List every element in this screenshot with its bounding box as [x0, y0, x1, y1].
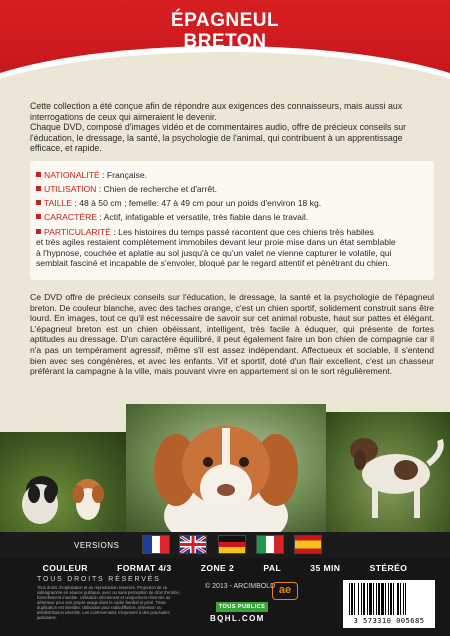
tech-specs-row: [0, 561, 450, 575]
spec-value-line: à l'hypnose, couchée et aplatie au sol jusqu'à ce qu'un valet ne vienne capturer le volatile, qui: [36, 247, 392, 258]
puppy-illustration: [126, 404, 326, 532]
spec-caractere: [36, 212, 308, 222]
spec-label: TAILLE: [44, 198, 73, 208]
italy-flag-icon: [256, 535, 284, 554]
spec-label: PARTICULARITÉ: [44, 227, 112, 237]
audience-rating-badge: TOUS PUBLICS: [216, 602, 268, 612]
spec-format: FORMAT 4/3: [117, 563, 172, 573]
spec-value-line: et très agiles restaient complètement immobiles devant leur proie mise dans un état semblable: [36, 237, 396, 248]
description-text: Ce DVD offre de précieux conseils sur l'éducation, le dressage, la santé et la psychologie de l'épagneul breton. De couleur blanche, avec des taches orange, c'est un chien sportif, solidement construit sans être lourd. En images, tout ce qu'il est nécessaire de savoir sur cet animal robuste, haut sur pattes et élégant. L'épagneul breton est un chien obéissant, intelligent, très facile à éduquer, qui présente de fortes aptitudes au dressage. D'un caractère équilibré, il peut également faire un bon chien de compagnie car il n'a pas un tempérament agressif, même s'il est assez indépendant. Affectueux et sociable, il s'entend bien avec ses congénères, et avec les enfants. Vif et sportif, doté d'un flair excellent, c'est un chasseur préférant la campagne à la ville, mais pouvant vivre en appartement si on le sort régulièrement.: [30, 292, 434, 377]
uk-flag-icon: [179, 535, 207, 554]
intro-paragraph-1: Cette collection a été conçue afin de répondre aux exigences des connaisseurs, mais aussi aux interrogations de ceux qui aimeraient le devenir.: [30, 101, 403, 122]
rights-title: TOUS DROITS RÉSERVÉS: [37, 576, 161, 583]
bullet-icon: [36, 186, 41, 191]
germany-flag-svg: [219, 536, 245, 553]
title-line-1: ÉPAGNEUL: [170, 10, 280, 31]
spec-label: UTILISATION: [44, 184, 97, 194]
spec-value: : Les histoires du temps passé racontent que ces chiens très habiles: [111, 227, 374, 237]
barcode-bars: [349, 583, 429, 615]
spec-audio: STÉRÉO: [369, 563, 408, 573]
france-flag-icon: [142, 535, 170, 554]
photo-dogs-left: [0, 432, 126, 532]
spec-label: NATIONALITÉ: [44, 170, 100, 180]
france-flag-svg: [143, 536, 169, 553]
page-title: [0, 10, 450, 52]
spec-value: : Chien de recherche et d'arrêt.: [96, 184, 217, 194]
bullet-icon: [36, 229, 41, 234]
spec-taille: [36, 198, 321, 208]
spec-value: : Actif, infatigable et versatile, très fiable dans le travail.: [97, 212, 309, 222]
photo-dog-right: [326, 412, 450, 532]
spec-zone: ZONE 2: [200, 563, 235, 573]
bullet-icon: [36, 200, 41, 205]
spec-value-line: semblait fasciné et incapable de s'envoler, bloqué par le regard attentif et pénétrant du chien.: [36, 258, 390, 269]
spec-utilisation: [36, 184, 217, 194]
spain-flag-icon: [294, 535, 322, 554]
spec-duration: 35 MIN: [310, 563, 341, 573]
spec-value: : Française.: [99, 170, 148, 180]
italy-flag-svg: [257, 536, 283, 553]
rights-legal-text: Tous droits d'exploitation et de reproduction réservés. Projection de ce vidéogramme en séance publique, avec ou sans perception de droit d'entrée, formellement interdite. Utilisation strictement et uniquement réservée au détenteur pour son propre usage dans le cadre familial et privé. Toute duplication est interdite. Utilisation pour radiodiffusion, télévision ou télédistribution interdite. Les contrevenants s'exposent à des poursuites judiciaires.: [37, 585, 181, 620]
spec-couleur: COULEUR: [42, 563, 88, 573]
copyright-text: © 2013 - ARCIMBOLD: [205, 583, 276, 590]
dog-right-illustration: [326, 412, 450, 532]
spec-particularite: [36, 227, 432, 269]
website-url: BQHL.COM: [210, 614, 265, 623]
intro-paragraph-2: Chaque DVD, composé d'images vidéo et de commentaires audio, offre de précieux conseils sur l'éducation, le dressage, la santé, la psychologie de l'animal, qui contribuent à un apprentissage efficace, et rapide.: [30, 122, 407, 154]
photo-puppy-center: [126, 404, 326, 532]
germany-flag-icon: [218, 535, 246, 554]
bullet-icon: [36, 172, 41, 177]
dogs-left-illustration: [0, 432, 126, 532]
spec-nationalite: [36, 170, 147, 180]
barcode: [343, 580, 435, 628]
title-line-2: BRETON: [183, 31, 267, 52]
bullet-icon: [36, 214, 41, 219]
intro-text: [30, 101, 434, 154]
uk-flag-svg: [180, 536, 206, 553]
barcode-number: 3 573310 005685: [353, 616, 425, 625]
versions-label: VERSIONS: [74, 541, 120, 550]
spec-pal: PAL: [263, 563, 282, 573]
spec-label: CARACTÈRE: [44, 212, 98, 222]
ae-logo: ae: [272, 582, 298, 600]
spec-value: : 48 à 50 cm ; femelle: 47 à 49 cm pour un poids d'environ 18 kg.: [72, 198, 322, 208]
spain-flag-svg: [295, 536, 321, 553]
